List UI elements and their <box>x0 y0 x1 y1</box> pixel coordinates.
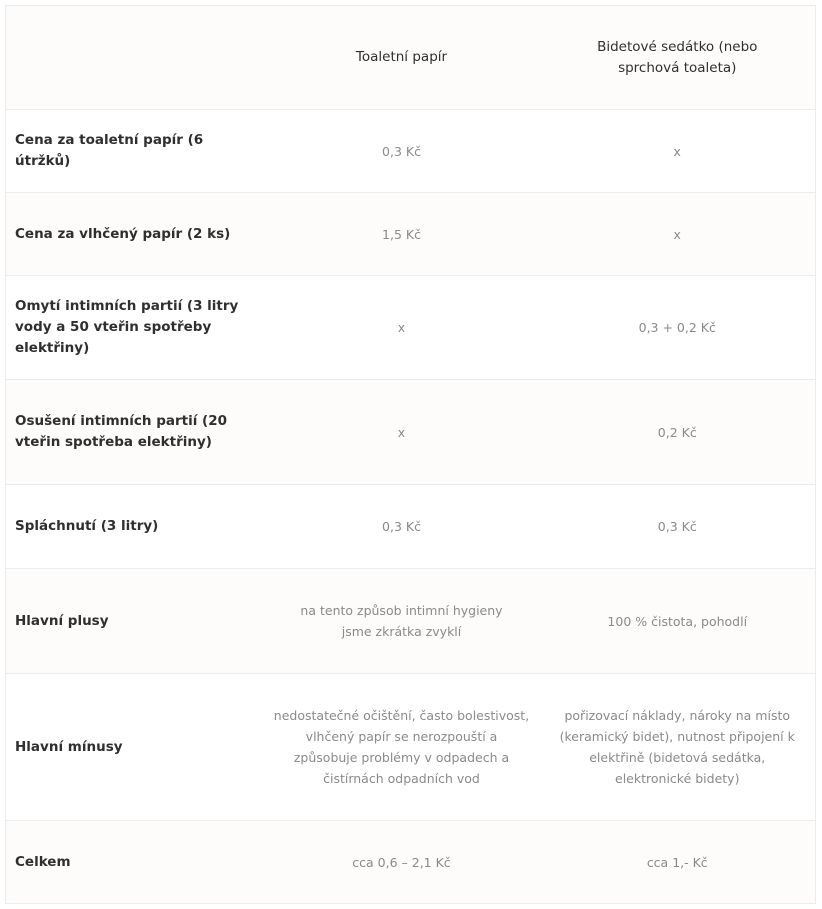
row-label: Cena za toaletní papír (6 útržků) <box>6 110 264 193</box>
header-bidet: Bidetové sedátko (nebo sprchová toaleta) <box>540 6 816 110</box>
toilet-paper-value: nedostatečné očištění, často bolestivost, vlhčený papír se nerozpouští a způsobuje problémy v odpadech a čistírnách odpadních vod <box>264 674 540 821</box>
table-row <box>6 110 816 193</box>
header-empty-cell <box>6 6 264 110</box>
bidet-value: 0,2 Kč <box>540 380 816 485</box>
bidet-value: cca 1,- Kč <box>540 821 816 904</box>
row-label: Hlavní plusy <box>6 569 264 674</box>
row-label: Osušení intimních partií (20 vteřin spotřeba elektřiny) <box>6 380 264 485</box>
table-row <box>6 276 816 380</box>
toilet-paper-value: 1,5 Kč <box>264 193 540 276</box>
table-row <box>6 485 816 569</box>
table-row <box>6 821 816 904</box>
bidet-value: x <box>540 193 816 276</box>
row-label: Cena za vlhčený papír (2 ks) <box>6 193 264 276</box>
table-row <box>6 569 816 674</box>
bidet-value: x <box>540 110 816 193</box>
bidet-value: 0,3 + 0,2 Kč <box>540 276 816 380</box>
row-label: Omytí intimních partií (3 litry vody a 50 vteřin spotřeby elektřiny) <box>6 276 264 380</box>
bidet-value: pořizovací náklady, nároky na místo (keramický bidet), nutnost připojení k elektřině (bidetová sedátka, elektronické bidety) <box>540 674 816 821</box>
table-row <box>6 193 816 276</box>
bidet-value: 100 % čistota, pohodlí <box>540 569 816 674</box>
table-row <box>6 674 816 821</box>
toilet-paper-value: 0,3 Kč <box>264 485 540 569</box>
row-label: Hlavní mínusy <box>6 674 264 821</box>
comparison-table <box>5 5 816 904</box>
header-toilet-paper: Toaletní papír <box>264 6 540 110</box>
table-row <box>6 380 816 485</box>
toilet-paper-value: 0,3 Kč <box>264 110 540 193</box>
toilet-paper-value: x <box>264 276 540 380</box>
bidet-value: 0,3 Kč <box>540 485 816 569</box>
table-header-row <box>6 6 816 110</box>
row-label: Celkem <box>6 821 264 904</box>
toilet-paper-value: cca 0,6 – 2,1 Kč <box>264 821 540 904</box>
toilet-paper-value: x <box>264 380 540 485</box>
row-label: Spláchnutí (3 litry) <box>6 485 264 569</box>
toilet-paper-value: na tento způsob intimní hygieny jsme zkrátka zvyklí <box>264 569 540 674</box>
comparison-table-wrapper <box>5 5 815 904</box>
